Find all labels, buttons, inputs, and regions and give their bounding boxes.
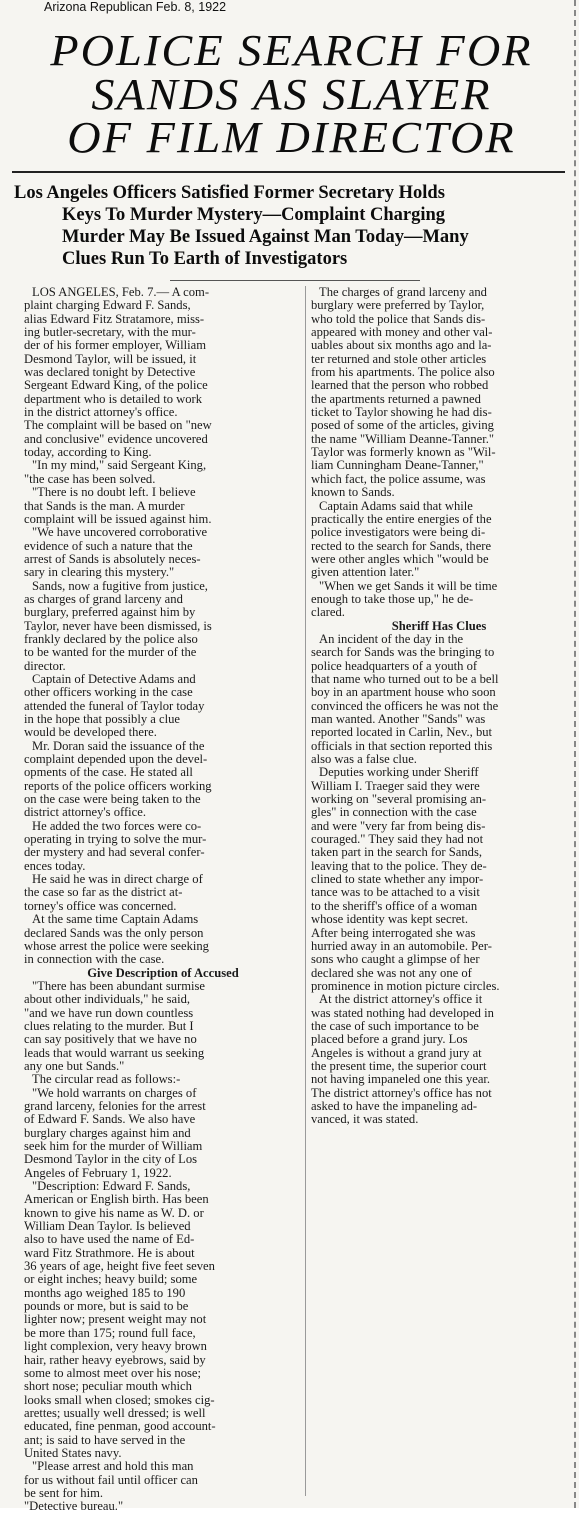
article-line: ward Fitz Strathmore. He is about bbox=[24, 1245, 195, 1260]
article-line: liam Cunningham Deane-Tanner," bbox=[311, 458, 484, 473]
article-line: torney's office was concerned. bbox=[24, 898, 177, 913]
article-line: asked to have the impaneling ad- bbox=[311, 1098, 478, 1113]
article-line: plaint charging Edward F. Sands, bbox=[24, 298, 191, 313]
article-line: in the hope that possibly a clue bbox=[24, 712, 180, 726]
article-line: "In my mind," said Sergeant King, bbox=[32, 458, 207, 473]
article-column-left bbox=[24, 286, 302, 1514]
article-line: educated, fine penman, good account- bbox=[24, 1419, 216, 1434]
article-line: attended the funeral of Taylor today bbox=[24, 698, 205, 713]
article-line: At the district attorney's office it bbox=[319, 992, 483, 1007]
article-line: An incident of the day in the bbox=[319, 631, 464, 646]
subheadline-line: Clues Run To Earth of Investigators bbox=[62, 249, 348, 269]
article-line: that Sands is the man. A murder bbox=[24, 498, 185, 513]
article-line: ences today. bbox=[24, 858, 86, 873]
article-line: clues relating to the murder. But I bbox=[24, 1018, 194, 1033]
section-subheading: Give Description of Accused bbox=[87, 965, 239, 980]
headline-rule bbox=[12, 171, 565, 173]
article-line: ing butler-secretary, with the mur- bbox=[24, 325, 196, 340]
article-line: ter returned and stole other articles bbox=[311, 351, 487, 366]
article-line: operating in trying to solve the mur- bbox=[24, 832, 207, 847]
article-line: Deputies working under Sheriff bbox=[319, 765, 479, 780]
article-line: alias Edward Fitz Stratamore, miss- bbox=[24, 311, 205, 326]
article-line: and conclusive" evidence uncovered bbox=[24, 431, 208, 446]
article-line: hurried away in an automobile. Per- bbox=[311, 938, 492, 953]
article-line: arrest of Sands is absolutely neces- bbox=[24, 551, 201, 566]
article-line: seek him for the murder of William bbox=[24, 1139, 203, 1153]
article-line: for us without fail until officer can bbox=[24, 1472, 198, 1487]
article-line: hair, rather heavy eyebrows, said by bbox=[24, 1352, 206, 1367]
article-line: clined to state whether any impor- bbox=[311, 872, 484, 887]
article-line: reported located in Carlin, Nev., but bbox=[311, 725, 493, 740]
article-line: burglary, preferred against him by bbox=[24, 605, 196, 620]
article-line: the apartments returned a pawned bbox=[311, 391, 481, 406]
article-line: Taylor, never have been dismissed, is bbox=[24, 618, 212, 633]
article-line: can say positively that we have no bbox=[24, 1032, 197, 1047]
article-line: today, according to King. bbox=[24, 445, 152, 460]
article-line: "Please arrest and hold this man bbox=[32, 1459, 194, 1474]
article-line: posed of some of the articles, giving bbox=[311, 418, 494, 433]
article-line: United States navy. bbox=[24, 1445, 122, 1460]
article-line: sons who caught a glimpse of her bbox=[311, 952, 480, 967]
article-line: learned that the person who robbed bbox=[311, 378, 489, 393]
article-line: were other angles which "would be bbox=[311, 551, 489, 566]
article-line: "There has been abundant surmise bbox=[32, 978, 205, 993]
article-line: ant; is said to have served in the bbox=[24, 1432, 186, 1447]
article-line: on the case were being taken to the bbox=[24, 792, 201, 807]
article-line: "Detective bureau." bbox=[24, 1499, 124, 1514]
article-line: was declared tonight by Detective bbox=[24, 365, 196, 380]
article-line: clared. bbox=[311, 605, 345, 620]
article-line: in connection with the case. bbox=[24, 952, 165, 967]
article-line: other officers working in the case bbox=[24, 685, 193, 700]
article-line: gles" in connection with the case bbox=[311, 805, 477, 820]
article-line: looks small when closed; smokes cig- bbox=[24, 1392, 215, 1407]
article-line: William I. Traeger said they were bbox=[311, 778, 480, 793]
article-column-right bbox=[311, 286, 567, 1127]
article-line: tance was to be attached to a visit bbox=[311, 885, 480, 900]
headline-line: SANDS AS SLAYER bbox=[91, 69, 492, 119]
article-line: "and we have run down countless bbox=[24, 1005, 194, 1020]
article-line: burglary were preferred by Taylor, bbox=[311, 298, 485, 313]
article-line: rected to the search for Sands, there bbox=[311, 538, 492, 553]
article-line: frankly declared by the police also bbox=[24, 631, 198, 646]
article-line: "When we get Sands it will be time bbox=[319, 578, 498, 593]
article-line: couraged." They said they had not bbox=[311, 832, 484, 847]
article-line: short nose; peculiar mouth which bbox=[24, 1379, 192, 1394]
article-line: Mr. Doran said the issuance of the bbox=[32, 738, 205, 753]
article-line: LOS ANGELES, Feb. 7.— A com- bbox=[32, 285, 210, 299]
section-rule bbox=[170, 280, 420, 281]
article-line: The charges of grand larceny and bbox=[319, 285, 487, 299]
article-line: "We hold warrants on charges of bbox=[32, 1085, 197, 1100]
article-line: ticket to Taylor showing he had dis- bbox=[311, 405, 492, 420]
article-line: that name who turned out to be a bell bbox=[311, 671, 499, 686]
article-line: placed before a grand jury. Los bbox=[311, 1032, 468, 1047]
article-line: light complexion, very heavy brown bbox=[24, 1339, 207, 1354]
article-line: police headquarters of a youth of bbox=[311, 658, 478, 673]
article-line: boy in an apartment house who soon bbox=[311, 685, 496, 700]
article-line: He said he was in direct charge of bbox=[32, 872, 203, 887]
article-line: be sent for him. bbox=[24, 1485, 104, 1500]
article-line: "Description: Edward F. Sands, bbox=[32, 1179, 191, 1194]
article-line: whose arrest the police were seeking bbox=[24, 938, 209, 953]
article-line: lighter now; present weight may not bbox=[24, 1312, 207, 1327]
article-line: American or English birth. Has been bbox=[24, 1192, 209, 1207]
article-line: complaint depended upon the devel- bbox=[24, 752, 208, 767]
article-line: not having impaneled one this year. bbox=[311, 1072, 491, 1087]
article-line: to be wanted for the murder of the bbox=[24, 645, 197, 660]
article-line: "the case has been solved. bbox=[24, 471, 156, 486]
article-line: evidence of such a nature that the bbox=[24, 538, 193, 553]
article-line: "There is no doubt left. I believe bbox=[32, 485, 196, 500]
article-line: any one but Sands." bbox=[24, 1058, 125, 1073]
article-line: from his apartments. The police also bbox=[311, 365, 495, 380]
article-line: the case of such importance to be bbox=[311, 1018, 479, 1033]
article-line: der of his former employer, William bbox=[24, 338, 207, 353]
article-line: department who is detailed to work bbox=[24, 391, 203, 406]
headline-line: POLICE SEARCH FOR bbox=[50, 26, 533, 75]
article-line: leaving that to the police. They de- bbox=[311, 858, 487, 873]
article-line: Captain of Detective Adams and bbox=[32, 671, 196, 686]
article-line: prominence in motion picture circles. bbox=[311, 978, 500, 993]
article-line: The circular read as follows:- bbox=[32, 1072, 181, 1087]
article-line: be more than 175; round full face, bbox=[24, 1325, 196, 1340]
article-line: convinced the officers he was not the bbox=[311, 698, 499, 713]
article-line: "We have uncovered corroborative bbox=[32, 525, 208, 540]
article-line: about other individuals," he said, bbox=[24, 992, 191, 1007]
article-line: known to give his name as W. D. or bbox=[24, 1205, 204, 1220]
article-line: reports of the police officers working bbox=[24, 778, 212, 793]
article-line: was stated nothing had developed in bbox=[311, 1005, 494, 1020]
article-line: After being interrogated she was bbox=[311, 925, 476, 940]
article-line: William Dean Taylor. Is believed bbox=[24, 1219, 191, 1234]
article-line: the present time, the superior court bbox=[311, 1058, 487, 1073]
article-line: He added the two forces were co- bbox=[32, 818, 202, 833]
article-line: opments of the case. He stated all bbox=[24, 765, 193, 780]
article-line: director. bbox=[24, 658, 66, 673]
article-line: of Edward F. Sands. We also have bbox=[24, 1112, 196, 1127]
article-line: some to almost meet over his nose; bbox=[24, 1365, 201, 1380]
headline-line: OF FILM DIRECTOR bbox=[67, 113, 516, 162]
article-line: The complaint will be based on "new bbox=[24, 418, 212, 433]
article-line: grand larceny, felonies for the arrest bbox=[24, 1098, 206, 1113]
article-line: pounds or more, but is said to be bbox=[24, 1299, 189, 1314]
article-line: Desmond Taylor, will be issued, it bbox=[24, 351, 197, 366]
article-line: also to have used the name of Ed- bbox=[24, 1232, 195, 1247]
subheadline-line: Keys To Murder Mystery—Complaint Charging bbox=[62, 205, 446, 225]
article-line: district attorney's office. bbox=[24, 805, 146, 820]
headline bbox=[0, 26, 579, 162]
article-line: Angeles of February 1, 1922. bbox=[24, 1165, 172, 1180]
article-line: der mystery and had several confer- bbox=[24, 845, 205, 860]
article-line: man wanted. Another "Sands" was bbox=[311, 712, 486, 726]
subheadline-line: Los Angeles Officers Satisfied Former Secretary Holds bbox=[14, 183, 445, 203]
article-line: in the district attorney's office. bbox=[24, 405, 178, 420]
article-line: leads that would warrant us seeking bbox=[24, 1045, 205, 1060]
subheadline-line: Murder May Be Issued Against Man Today—Many bbox=[62, 227, 469, 247]
article-line: At the same time Captain Adams bbox=[32, 912, 199, 927]
article-line: declared she was not any one of bbox=[311, 965, 472, 980]
article-line: to the sheriff's office of a woman bbox=[311, 898, 478, 913]
article-line: burglary charges against him and bbox=[24, 1125, 191, 1140]
article-line: arettes; usually well dressed; is well bbox=[24, 1405, 206, 1420]
article-line: which fact, the police assume, was bbox=[311, 471, 486, 486]
article-line: taken part in the search for Sands, bbox=[311, 845, 483, 860]
article-line: months ago weighed 185 to 190 bbox=[24, 1285, 186, 1300]
article-line: uables about six months ago and la- bbox=[311, 338, 492, 353]
article-line: Captain Adams said that while bbox=[319, 498, 473, 513]
article-line: or eight inches; heavy build; some bbox=[24, 1272, 198, 1287]
section-subheading: Sheriff Has Clues bbox=[391, 618, 487, 633]
article-line: vanced, it was stated. bbox=[311, 1112, 419, 1127]
article-line: known to Sands. bbox=[311, 485, 395, 500]
article-line: Angeles is without a grand jury at bbox=[311, 1045, 482, 1060]
article-line: declared Sands was the only person bbox=[24, 925, 204, 940]
article-line: 36 years of age, height five feet seven bbox=[24, 1259, 215, 1274]
subheadline bbox=[14, 182, 566, 270]
article-line: sary in clearing this mystery." bbox=[24, 565, 175, 580]
article-line: officials in that section reported this bbox=[311, 738, 493, 753]
column-divider bbox=[305, 286, 306, 1496]
article-line: whose identity was kept secret. bbox=[311, 912, 469, 927]
article-line: would be developed there. bbox=[24, 725, 157, 740]
article-line: police investigators were being di- bbox=[311, 525, 486, 540]
source-caption: Arizona Republican Feb. 8, 1922 bbox=[44, 0, 227, 14]
article-line: who told the police that Sands dis- bbox=[311, 311, 486, 326]
article-line: complaint will be issued against him. bbox=[24, 511, 212, 526]
article-line: Sergeant Edward King, of the police bbox=[24, 378, 208, 393]
article-line: the case so far as the district at- bbox=[24, 885, 183, 900]
article-line: The district attorney's office has not bbox=[311, 1085, 492, 1100]
article-line: practically the entire energies of the bbox=[311, 511, 492, 526]
article-line: working on "several promising an- bbox=[311, 792, 487, 807]
article-line: Desmond Taylor in the city of Los bbox=[24, 1152, 198, 1167]
article-line: search for Sands was the bringing to bbox=[311, 645, 495, 660]
article-line: given attention later." bbox=[311, 565, 420, 580]
article-line: Sands, now a fugitive from justice, bbox=[32, 578, 208, 593]
article-line: appeared with money and other val- bbox=[311, 325, 493, 340]
article-line: enough to take those up," he de- bbox=[311, 591, 474, 606]
article-line: the name "William Deanne-Tanner." bbox=[311, 431, 495, 446]
article-line: also was a false clue. bbox=[311, 752, 417, 767]
article-line: and were "very far from being dis- bbox=[311, 818, 486, 833]
article-line: as charges of grand larceny and bbox=[24, 591, 183, 606]
torn-edge bbox=[574, 0, 576, 1508]
article-line: Taylor was formerly known as "Wil- bbox=[311, 445, 496, 460]
